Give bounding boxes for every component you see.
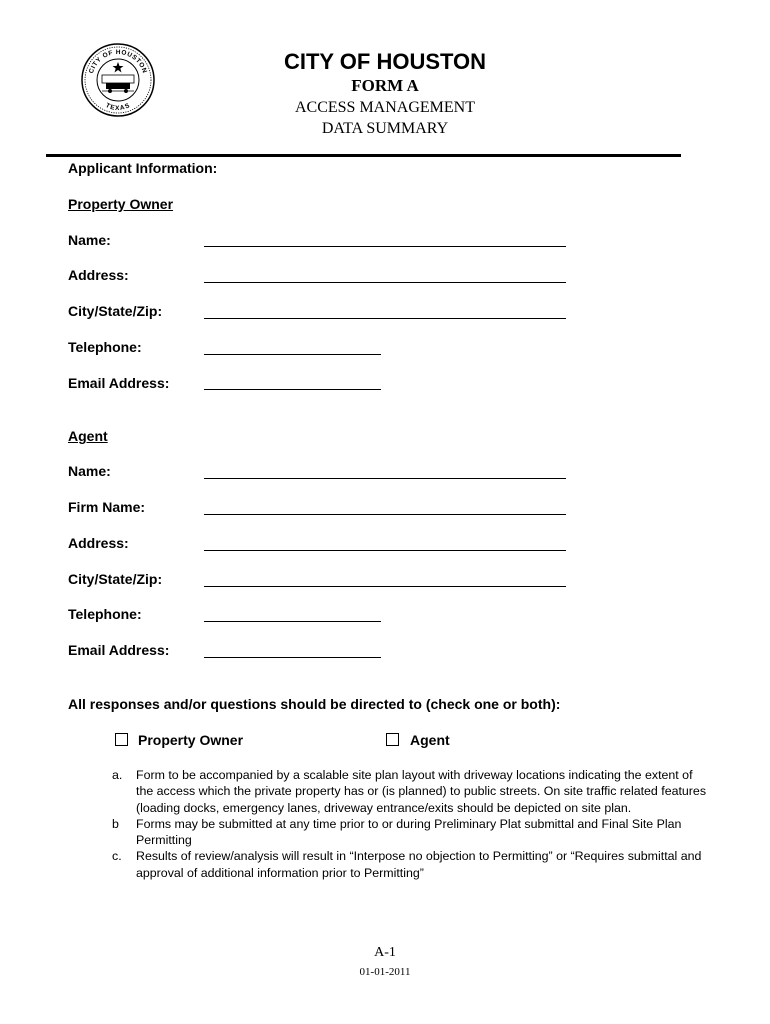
note-text: Form to be accompanied by a scalable site plan layout with driveway locations indicating the extent of the access which the private property has or (is planned) to public streets. On site traffic related features (loading docks, emergency lanes, driveway entrance/exits should be depicted on site plan. — [136, 768, 707, 815]
note-item — [112, 816, 712, 849]
agent-checkbox[interactable] — [386, 733, 399, 746]
agent-address-field[interactable] — [204, 550, 566, 551]
agent-name-field[interactable] — [204, 478, 566, 479]
owner-city-label: City/State/Zip: — [68, 303, 163, 319]
owner-city-field[interactable] — [204, 318, 566, 319]
agent-option-label: Agent — [410, 732, 450, 748]
revision-date: 01-01-2011 — [359, 966, 411, 978]
owner-name-field[interactable] — [204, 246, 566, 247]
agent-telephone-field[interactable] — [204, 621, 381, 622]
svg-text:TEXAS: TEXAS — [104, 101, 132, 113]
note-text: Results of review/analysis will result in “Interpose no objection to Permitting” or “Requires submittal and approval of additional information prior to Permitting” — [136, 849, 702, 880]
applicant-heading: Applicant Information: — [68, 160, 218, 176]
agent-email-label: Email Address: — [68, 642, 170, 658]
document-subtitle: DATA SUMMARY — [321, 120, 449, 137]
note-marker: b — [112, 816, 119, 831]
property-owner-option-label: Property Owner — [138, 732, 244, 748]
responses-question: All responses and/or questions should be directed to (check one or both): — [68, 696, 561, 712]
note-item — [112, 848, 712, 881]
notes-list — [112, 767, 712, 881]
header-divider — [46, 154, 681, 157]
owner-name-label: Name: — [68, 232, 111, 248]
note-marker: a. — [112, 768, 123, 782]
city-seal-logo — [80, 42, 156, 118]
property-owner-heading: Property Owner — [68, 196, 174, 212]
owner-email-label: Email Address: — [68, 375, 170, 391]
agent-firm-label: Firm Name: — [68, 499, 146, 515]
document-title: ACCESS MANAGEMENT — [294, 99, 475, 116]
agent-firm-field[interactable] — [204, 514, 566, 515]
city-title: CITY OF HOUSTON — [283, 49, 487, 74]
property-owner-checkbox[interactable] — [115, 733, 128, 746]
owner-telephone-label: Telephone: — [68, 339, 142, 355]
owner-address-label: Address: — [68, 267, 129, 283]
owner-address-field[interactable] — [204, 282, 566, 283]
note-text: Forms may be submitted at any time prior to or during Preliminary Plat submittal and Final Site Plan Permitting — [136, 816, 682, 848]
form-title: FORM A — [351, 76, 419, 95]
agent-name-label: Name: — [68, 463, 111, 479]
note-item — [112, 767, 712, 816]
agent-city-field[interactable] — [204, 586, 566, 587]
agent-heading: Agent — [68, 428, 108, 444]
owner-email-field[interactable] — [204, 389, 381, 390]
agent-city-label: City/State/Zip: — [68, 571, 163, 587]
svg-text:CITY OF HOUSTON: CITY OF HOUSTON — [87, 48, 149, 75]
agent-address-label: Address: — [68, 535, 129, 551]
agent-email-field[interactable] — [204, 657, 381, 658]
owner-telephone-field[interactable] — [204, 354, 381, 355]
agent-telephone-label: Telephone: — [68, 606, 142, 622]
note-marker: c. — [112, 849, 122, 864]
page-number: A-1 — [374, 945, 396, 960]
